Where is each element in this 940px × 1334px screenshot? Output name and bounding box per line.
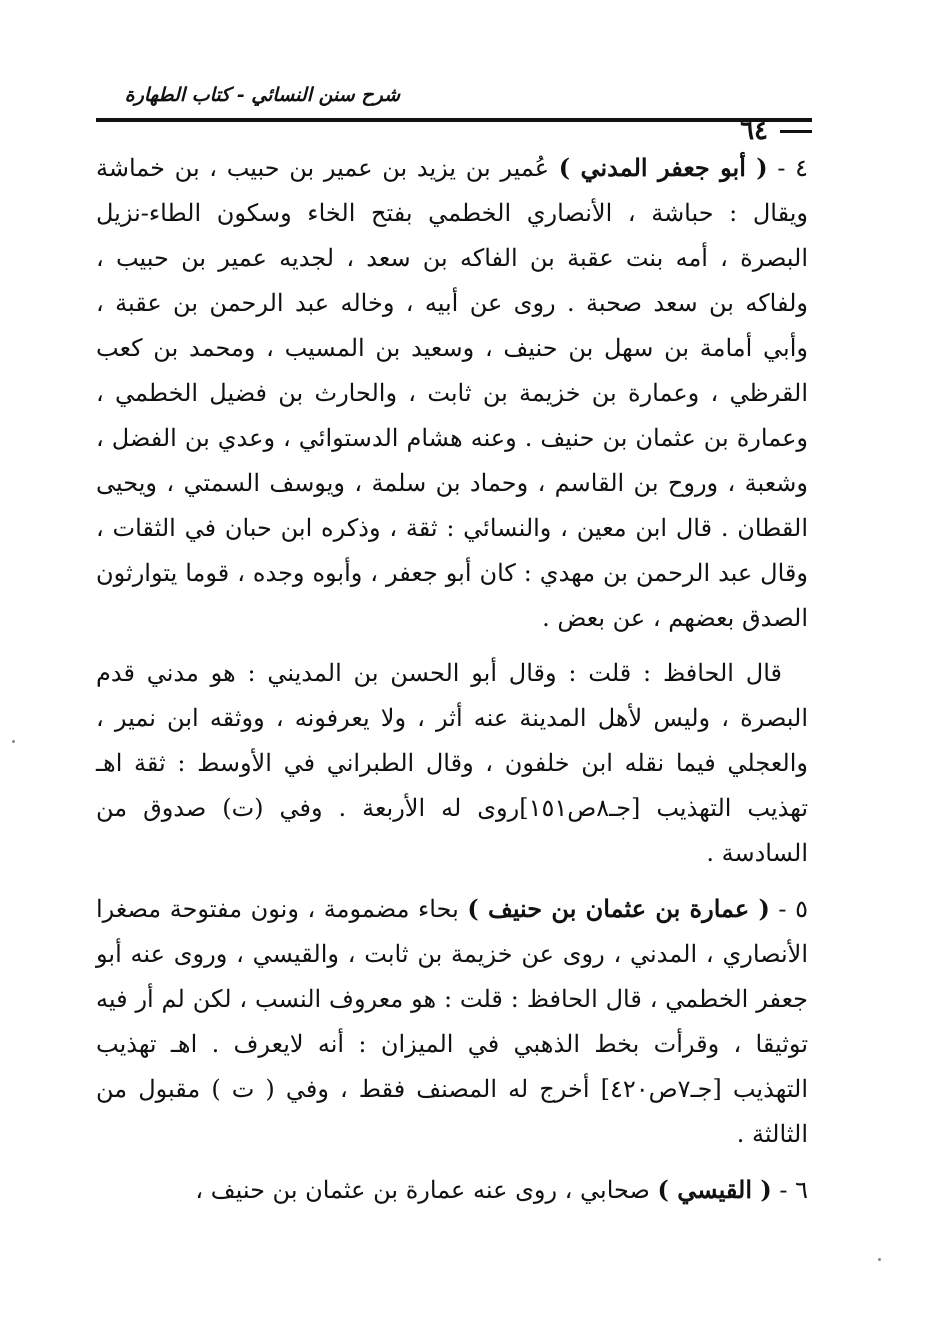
entry-number: ٦ -	[771, 1176, 808, 1204]
entry-6	[96, 1167, 808, 1213]
entry-text: قال الحافظ : قلت : وقال أبو الحسن بن المديني : هو مدني قدم البصرة ، وليس لأهل المدينة عنه أثر ، ولا يعرفونه ، ووثقه ابن نمير ، والعجلي فيما نقله ابن خلفون ، وقال الطبراني في الأوسط : ثقة اهـ تهذيب التهذيب [جـ٨ص١٥١]روى له الأربعة . وفي (ت) صدوق من السادسة .	[96, 659, 809, 867]
narrator-name: ( القيسي )	[657, 1175, 772, 1204]
scan-speck	[878, 1258, 881, 1261]
entry-5	[96, 886, 808, 1157]
page-header	[96, 78, 812, 146]
hafiz-commentary	[96, 651, 808, 876]
entry-4	[96, 145, 808, 641]
entry-text: عُمير بن يزيد بن عمير بن حبيب ، بن خماشة ويقال : حباشة ، الأنصاري الخطمي بفتح الخاء وسكون الطاء-نزيل البصرة ، أمه بنت عقبة بن الفاكه بن سعد ، لجديه عمير بن حبيب ، ولفاكه بن سعد صحبة . روى عن أبيه ، وخاله عبد الرحمن بن عقبة ، وأبي أمامة بن سهل بن حنيف ، وسعيد بن المسيب ، ومحمد بن كعب القرظي ، وعمارة بن خزيمة بن ثابت ، والحارث بن فضيل الخطمي ، وعمارة بن عثمان بن حنيف . وعنه هشام الدستوائي ، وعدي بن الفضل ، وشعبة ، وروح بن القاسم ، وحماد بن سلمة ، ويوسف السمتي ، ويحيى القطان . قال ابن معين ، والنسائي : ثقة ، وذكره ابن حبان في الثقات ، وقال عبد الرحمن بن مهدي : كان أبو جعفر ، وأبوه وجده ، قوما يتوارثون الصدق بعضهم ، عن بعض .	[96, 154, 808, 632]
running-title: شرح سنن النسائي - كتاب الطهارة	[124, 84, 400, 106]
scan-speck	[12, 740, 15, 743]
entry-number: ٤ -	[767, 154, 809, 182]
entry-number: ٥ -	[769, 895, 808, 923]
entry-text: بحاء مضمومة ، ونون مفتوحة مصغرا الأنصاري ، المدني ، روى عن خزيمة بن ثابت ، والقيسي ، وروى عنه أبو جعفر الخطمي ، قال الحافظ : قلت : هو معروف النسب ، لكن لم أر فيه توثيقا ، وقرأت بخط الذهبي في الميزان : أنه لايعرف . اهـ تهذيب التهذيب [جـ٧ص٤٢٠] أخرج له المصنف فقط ، وفي ( ت ) مقبول من الثالثة .	[96, 895, 808, 1148]
header-rule	[96, 118, 812, 122]
page-number: ٦٤	[740, 116, 768, 146]
main-text	[96, 145, 808, 1223]
narrator-name: ( أبو جعفر المدني )	[558, 153, 768, 182]
narrator-name: ( عمارة بن عثمان بن حنيف )	[467, 894, 770, 923]
entry-text: صحابي ، روى عنه عمارة بن عثمان بن حنيف ،	[195, 1176, 658, 1204]
page-number-dash	[780, 130, 812, 133]
